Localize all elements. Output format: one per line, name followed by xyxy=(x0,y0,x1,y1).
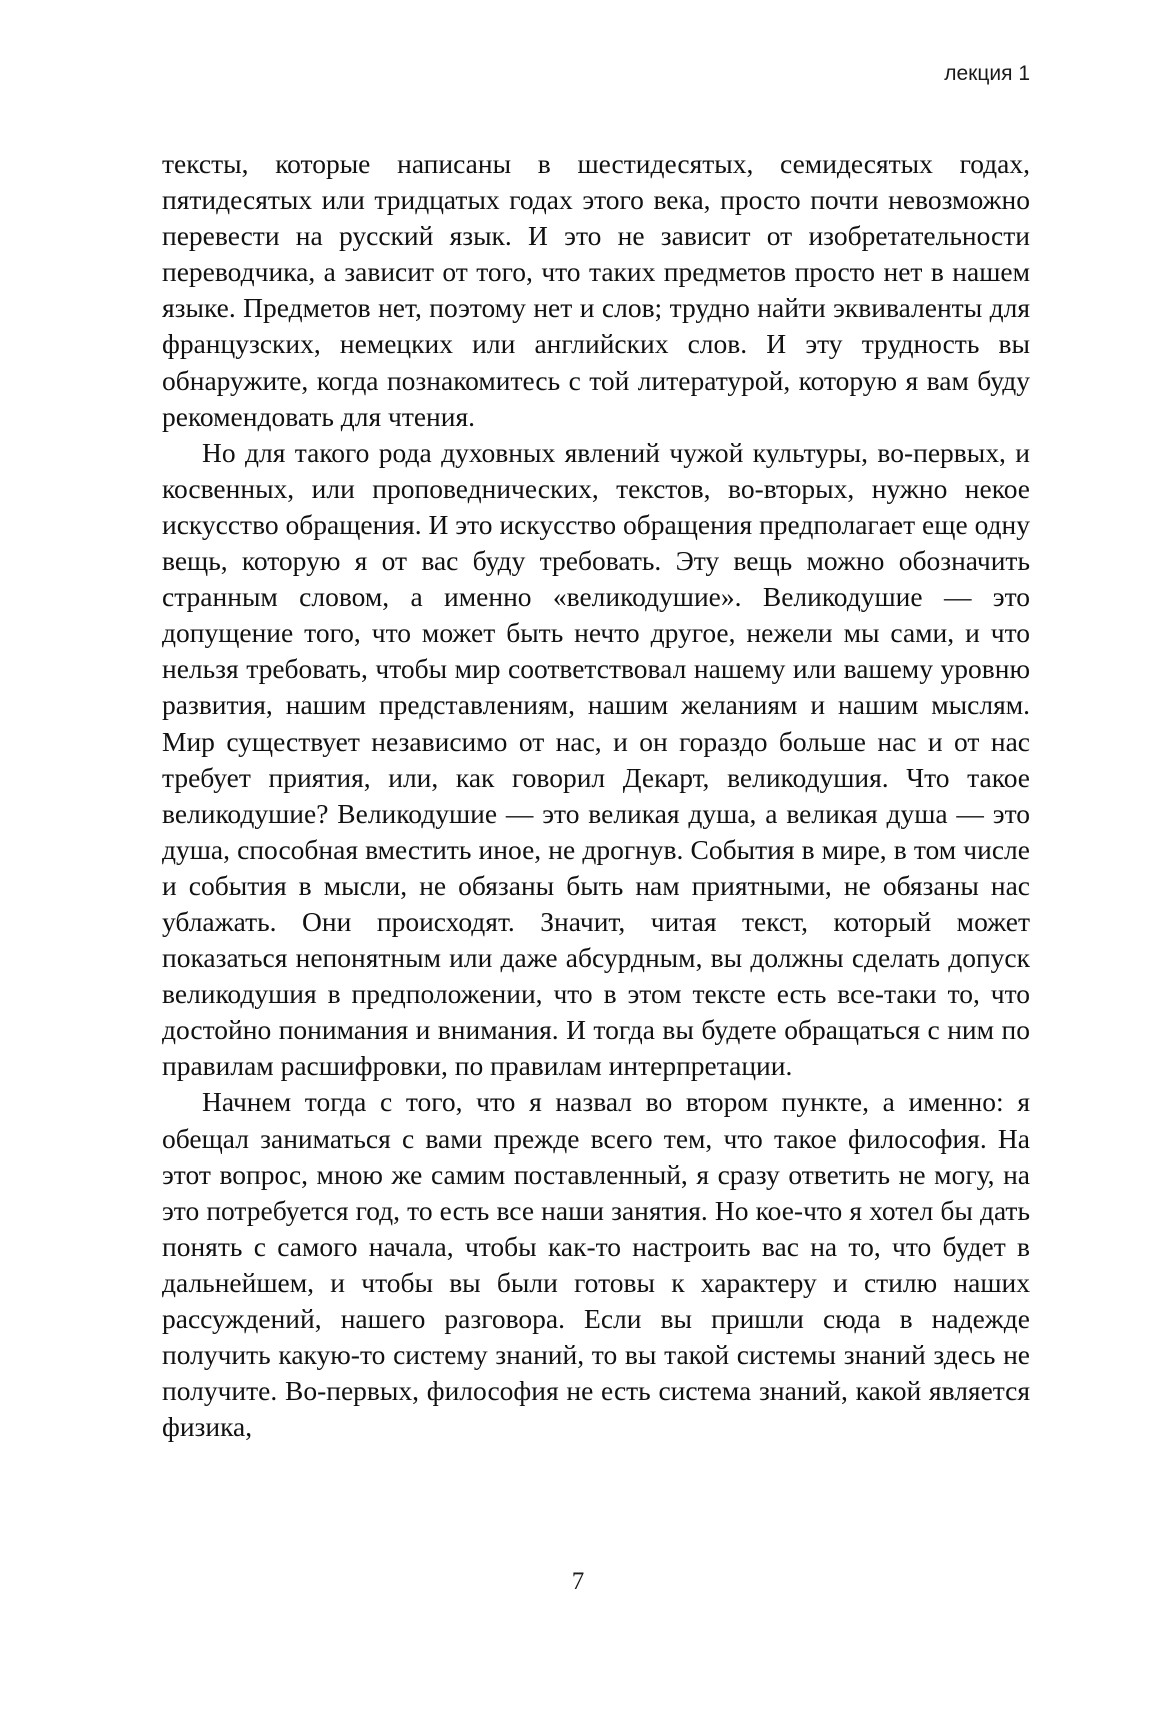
paragraph-magnanimity: Но для такого рода духовных явлений чужой культуры, во-первых, и косвенных, или проповеднических, текстов, во-вторых, нужно некое искусство обращения. И это искусство обращения предполагает еще одну вещь, которую я от вас буду требовать. Эту вещь можно обозначить странным словом, а именно «великодушие». Великодушие — это допущение того, что может быть нечто другое, нежели мы сами, и что нельзя требовать, чтобы мир соответствовал нашему или вашему уровню развития, нашим представлениям, нашим желаниям и нашим мыслям. Мир существует независимо от нас, и он гораздо больше нас и от нас требует приятия, или, как говорил Декарт, великодушия. Что такое великодушие? Великодушие — это великая душа, а великая душа — это душа, способная вместить иное, не дрогнув. События в мире, в том числе и события в мысли, не обязаны быть нам приятными, не обязаны нас ублажать. Они происходят. Значит, читая текст, который может показаться непонятным или даже абсурдным, вы должны сделать допуск великодушия в предположении, что в этом тексте есть все-таки то, что достойно понимания и внимания. И тогда вы будете обращаться с ним по правилам расшифровки, по правилам интерпретации. xyxy=(162,436,1030,1082)
running-header: лекция 1 xyxy=(944,62,1030,85)
body-text xyxy=(162,146,1030,1445)
paragraph-continuation: тексты, которые написаны в шестидесятых, семидесятых годах, пятидесятых или тридцатых годах этого века, просто почти невозможно перевести на русский язык. И это не зависит от изобретательности переводчика, а зависит от того, что таких предметов просто нет в нашем языке. Предметов нет, поэтому нет и слов; трудно найти эквиваленты для французских, немецких или английских слов. И эту трудность вы обнаружите, когда познакомитесь с той литературой, которую я вам буду рекомендовать для чтения. xyxy=(162,148,1030,432)
page-number: 7 xyxy=(571,1568,585,1595)
paragraph-what-is-philosophy: Начнем тогда с того, что я назвал во втором пункте, а именно: я обещал заниматься с вами прежде всего тем, что такое философия. На этот вопрос, мною же самим поставленный, я сразу ответить не могу, на это потребуется год, то есть все наши занятия. Но кое-что я хотел бы дать понять с самого начала, чтобы как-то настроить вас на то, что будет в дальнейшем, и чтобы вы были готовы к характеру и стилю наших рассуждений, нашего разговора. Если вы пришли сюда в надежде получить какую-то систему знаний, то вы такой системы знаний здесь не получите. Во-первых, философия не есть система знаний, какой является физика, xyxy=(162,1086,1030,1443)
